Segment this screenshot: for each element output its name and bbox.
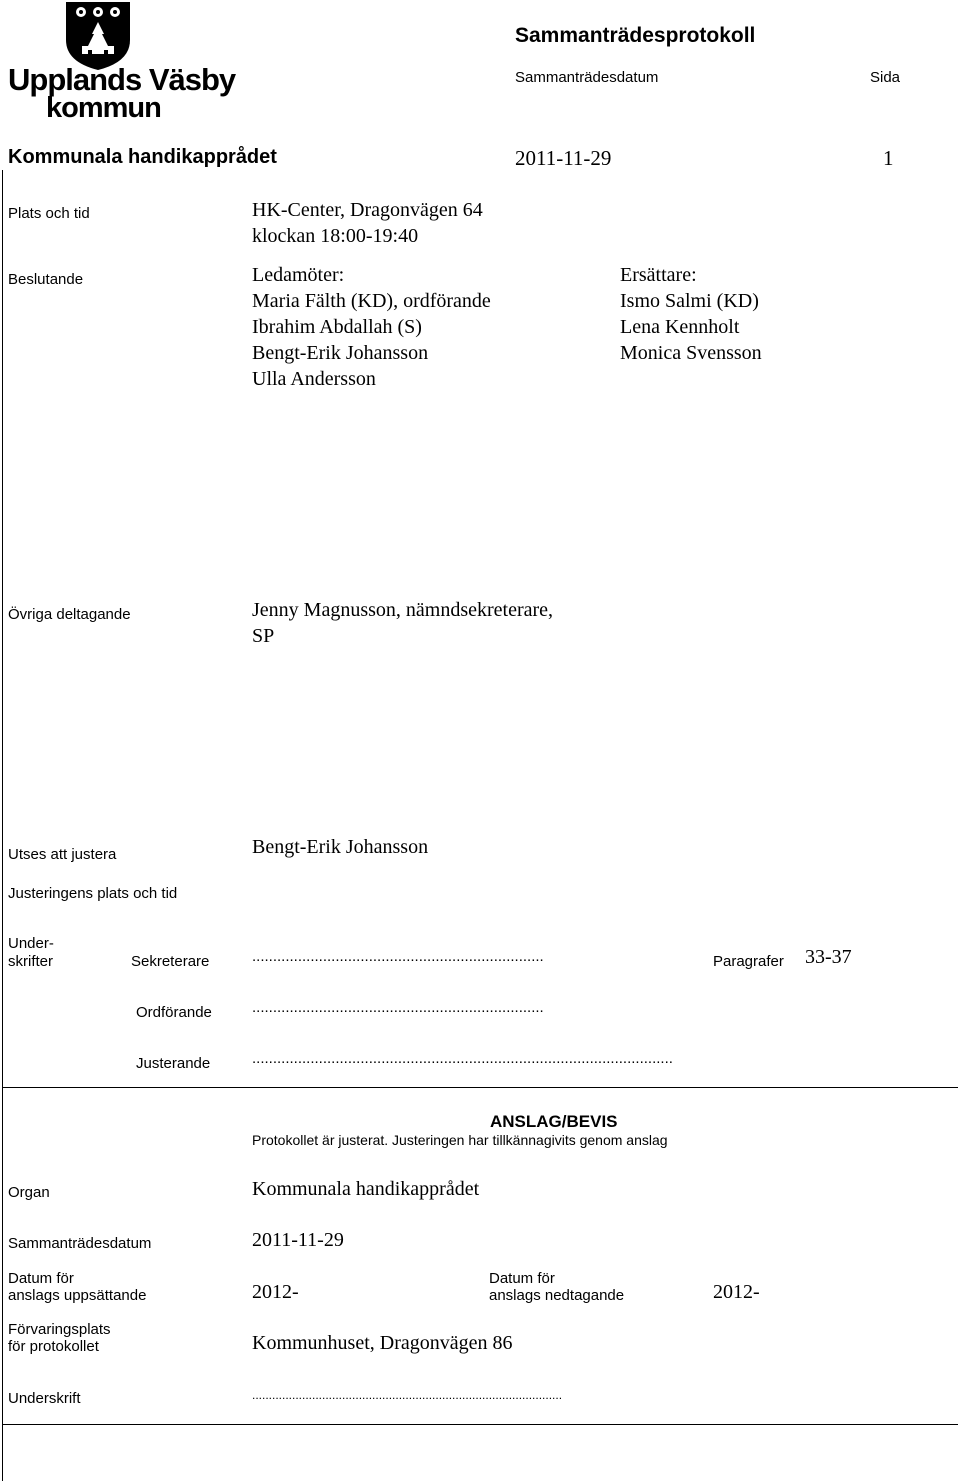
- members-list: [252, 262, 491, 392]
- member-item: Ulla Andersson: [252, 368, 376, 390]
- appointed-adjuster-value: Bengt-Erik Johansson: [252, 836, 429, 858]
- left-border-line: [2, 170, 3, 1481]
- substitute-item: Monica Svensson: [620, 342, 762, 364]
- secretary-signature-line[interactable]: ......................................................................: [252, 948, 544, 965]
- member-item: Maria Fälth (KD), ordförande: [252, 290, 491, 312]
- removal-date-label-line2: anslags nedtagande: [489, 1287, 625, 1304]
- notice-organ-label: Organ: [8, 1184, 50, 1201]
- appointed-adjuster-label: Utses att justera: [8, 846, 117, 863]
- logo-text-line1: Upplands Väsby: [8, 62, 236, 97]
- participant-line: Jenny Magnusson, nämndsekreterare,: [252, 599, 554, 621]
- storage-label: [8, 1321, 111, 1355]
- document-title: Sammanträdesprotokoll: [515, 24, 756, 47]
- paragraphs-label: Paragrafer: [713, 953, 784, 970]
- notice-signature-label: Underskrift: [8, 1390, 81, 1407]
- posting-date-label-line2: anslags uppsättande: [8, 1287, 147, 1304]
- section-divider-line: [2, 1087, 958, 1088]
- signatures-label-line2: skrifter: [8, 953, 53, 970]
- posting-date-label: [8, 1270, 146, 1304]
- other-participants-value: [252, 597, 553, 649]
- storage-label-line2: för protokollet: [8, 1338, 99, 1355]
- page-header-label: Sida: [870, 69, 901, 86]
- participant-line: SP: [252, 625, 275, 647]
- secretary-label: Sekreterare: [131, 953, 210, 970]
- substitute-item: Lena Kennholt: [620, 316, 740, 338]
- adjust-place-time-label: Justeringens plats och tid: [8, 885, 178, 902]
- chair-label: Ordförande: [136, 1004, 212, 1021]
- meeting-date-header-label: Sammanträdesdatum: [515, 69, 659, 86]
- adjuster-label: Justerande: [136, 1055, 211, 1072]
- meeting-date: 2011-11-29: [515, 146, 612, 170]
- signatures-label-line1: Under-: [8, 935, 54, 952]
- notice-date-value: 2011-11-29: [252, 1229, 344, 1251]
- notice-text: Protokollet är justerat. Justeringen har tillkännagivits genom anslag: [252, 1132, 668, 1148]
- storage-value: Kommunhuset, Dragonvägen 86: [252, 1332, 513, 1354]
- organ-title: Kommunala handikapprådet: [8, 146, 277, 168]
- logo-text-line2: kommun: [46, 92, 161, 124]
- substitute-item: Ismo Salmi (KD): [620, 290, 759, 312]
- removal-date-label: [489, 1270, 624, 1304]
- adjuster-signature-line[interactable]: .....................................................................................................: [252, 1050, 673, 1067]
- storage-label-line1: Förvaringsplats: [8, 1321, 111, 1338]
- notice-date-label: Sammanträdesdatum: [8, 1235, 152, 1252]
- substitutes-list: [620, 262, 762, 366]
- members-title: Ledamöter:: [252, 264, 345, 286]
- notice-organ-value: Kommunala handikapprådet: [252, 1178, 480, 1200]
- page-number: 1: [883, 146, 894, 170]
- notice-signature-line[interactable]: .............................................................................................: [252, 1388, 563, 1402]
- time-line: klockan 18:00-19:40: [252, 225, 419, 247]
- place-line: HK-Center, Dragonvägen 64: [252, 199, 483, 221]
- paragraphs-value: 33-37: [805, 946, 852, 968]
- substitutes-title: Ersättare:: [620, 264, 697, 286]
- removal-date-label-line1: Datum för: [489, 1270, 555, 1287]
- other-participants-label: Övriga deltagande: [8, 606, 131, 623]
- removal-date-value: 2012-: [713, 1281, 760, 1303]
- member-item: Ibrahim Abdallah (S): [252, 316, 422, 338]
- member-item: Bengt-Erik Johansson: [252, 342, 429, 364]
- place-time-label: Plats och tid: [8, 205, 90, 222]
- posting-date-value: 2012-: [252, 1281, 299, 1303]
- bottom-divider-line: [2, 1424, 958, 1425]
- signatures-label: [8, 935, 54, 971]
- posting-date-label-line1: Datum för: [8, 1270, 74, 1287]
- place-time-value: [252, 197, 483, 249]
- municipality-logo: [8, 0, 236, 124]
- notice-title: ANSLAG/BEVIS: [490, 1112, 618, 1131]
- deciding-label: Beslutande: [8, 271, 84, 288]
- chair-signature-line[interactable]: ......................................................................: [252, 999, 544, 1016]
